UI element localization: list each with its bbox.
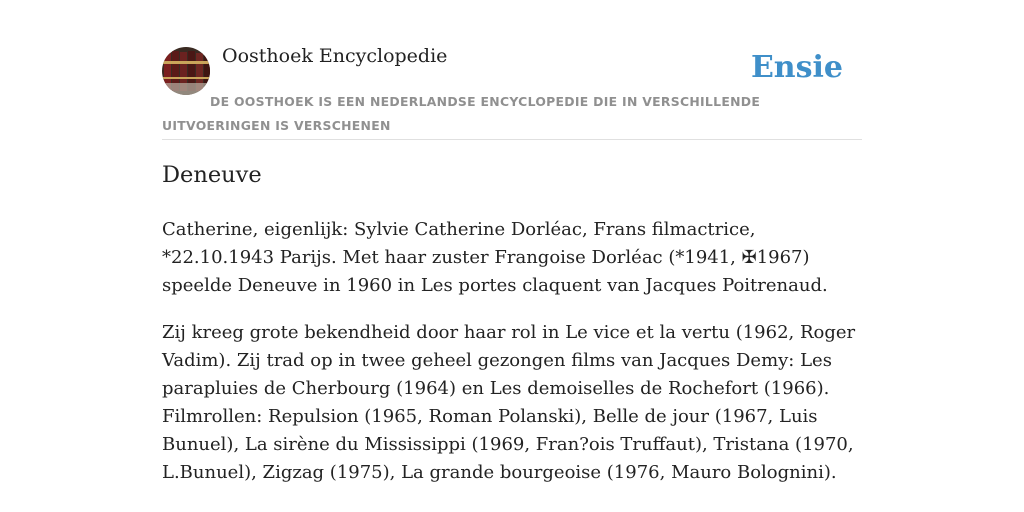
encyclopedia-books-icon[interactable]	[162, 47, 210, 95]
ensie-logo[interactable]: Ensie	[750, 50, 843, 85]
site-name[interactable]: Oosthoek Encyclopedie	[222, 45, 448, 67]
article-paragraph: Zij kreeg grote bekendheid door haar rol in Le vice et la vertu (1962, Roger Vadim). Zij trad op in twee geheel gezongen films van Jacques Demy: Les parapluies de Cherbourg (1964) en Les demoiselles de Rochefort (1966). Filmrollen: Repulsion (1965, Roman Polanski), Belle de jour (1967, Luis Bunuel), La sirène du Mississippi (1969, Fran?ois Truffaut), Tristana (1970, L.Bunuel), Zigzag (1975), La grande bourgeoise (1976, Mauro Bolognini).	[162, 322, 856, 483]
article-paragraph: Catherine, eigenlijk: Sylvie Catherine Dorléac, Frans filmactrice, *22.10.1943 Parijs. Met haar zuster Frangoise Dorléac (*1941, ✠1967) speelde Deneuve in 1960 in Les portes claquent van Jacques Poitrenaud.	[162, 219, 828, 296]
article-body	[162, 216, 868, 506]
article-title: Deneuve	[162, 162, 262, 188]
header-divider	[162, 139, 862, 140]
site-tagline: DE OOSTHOEK IS EEN NEDERLANDSE ENCYCLOPEDIE DIE IN VERSCHILLENDE UITVOERINGEN IS VERSCHENEN	[162, 94, 761, 133]
